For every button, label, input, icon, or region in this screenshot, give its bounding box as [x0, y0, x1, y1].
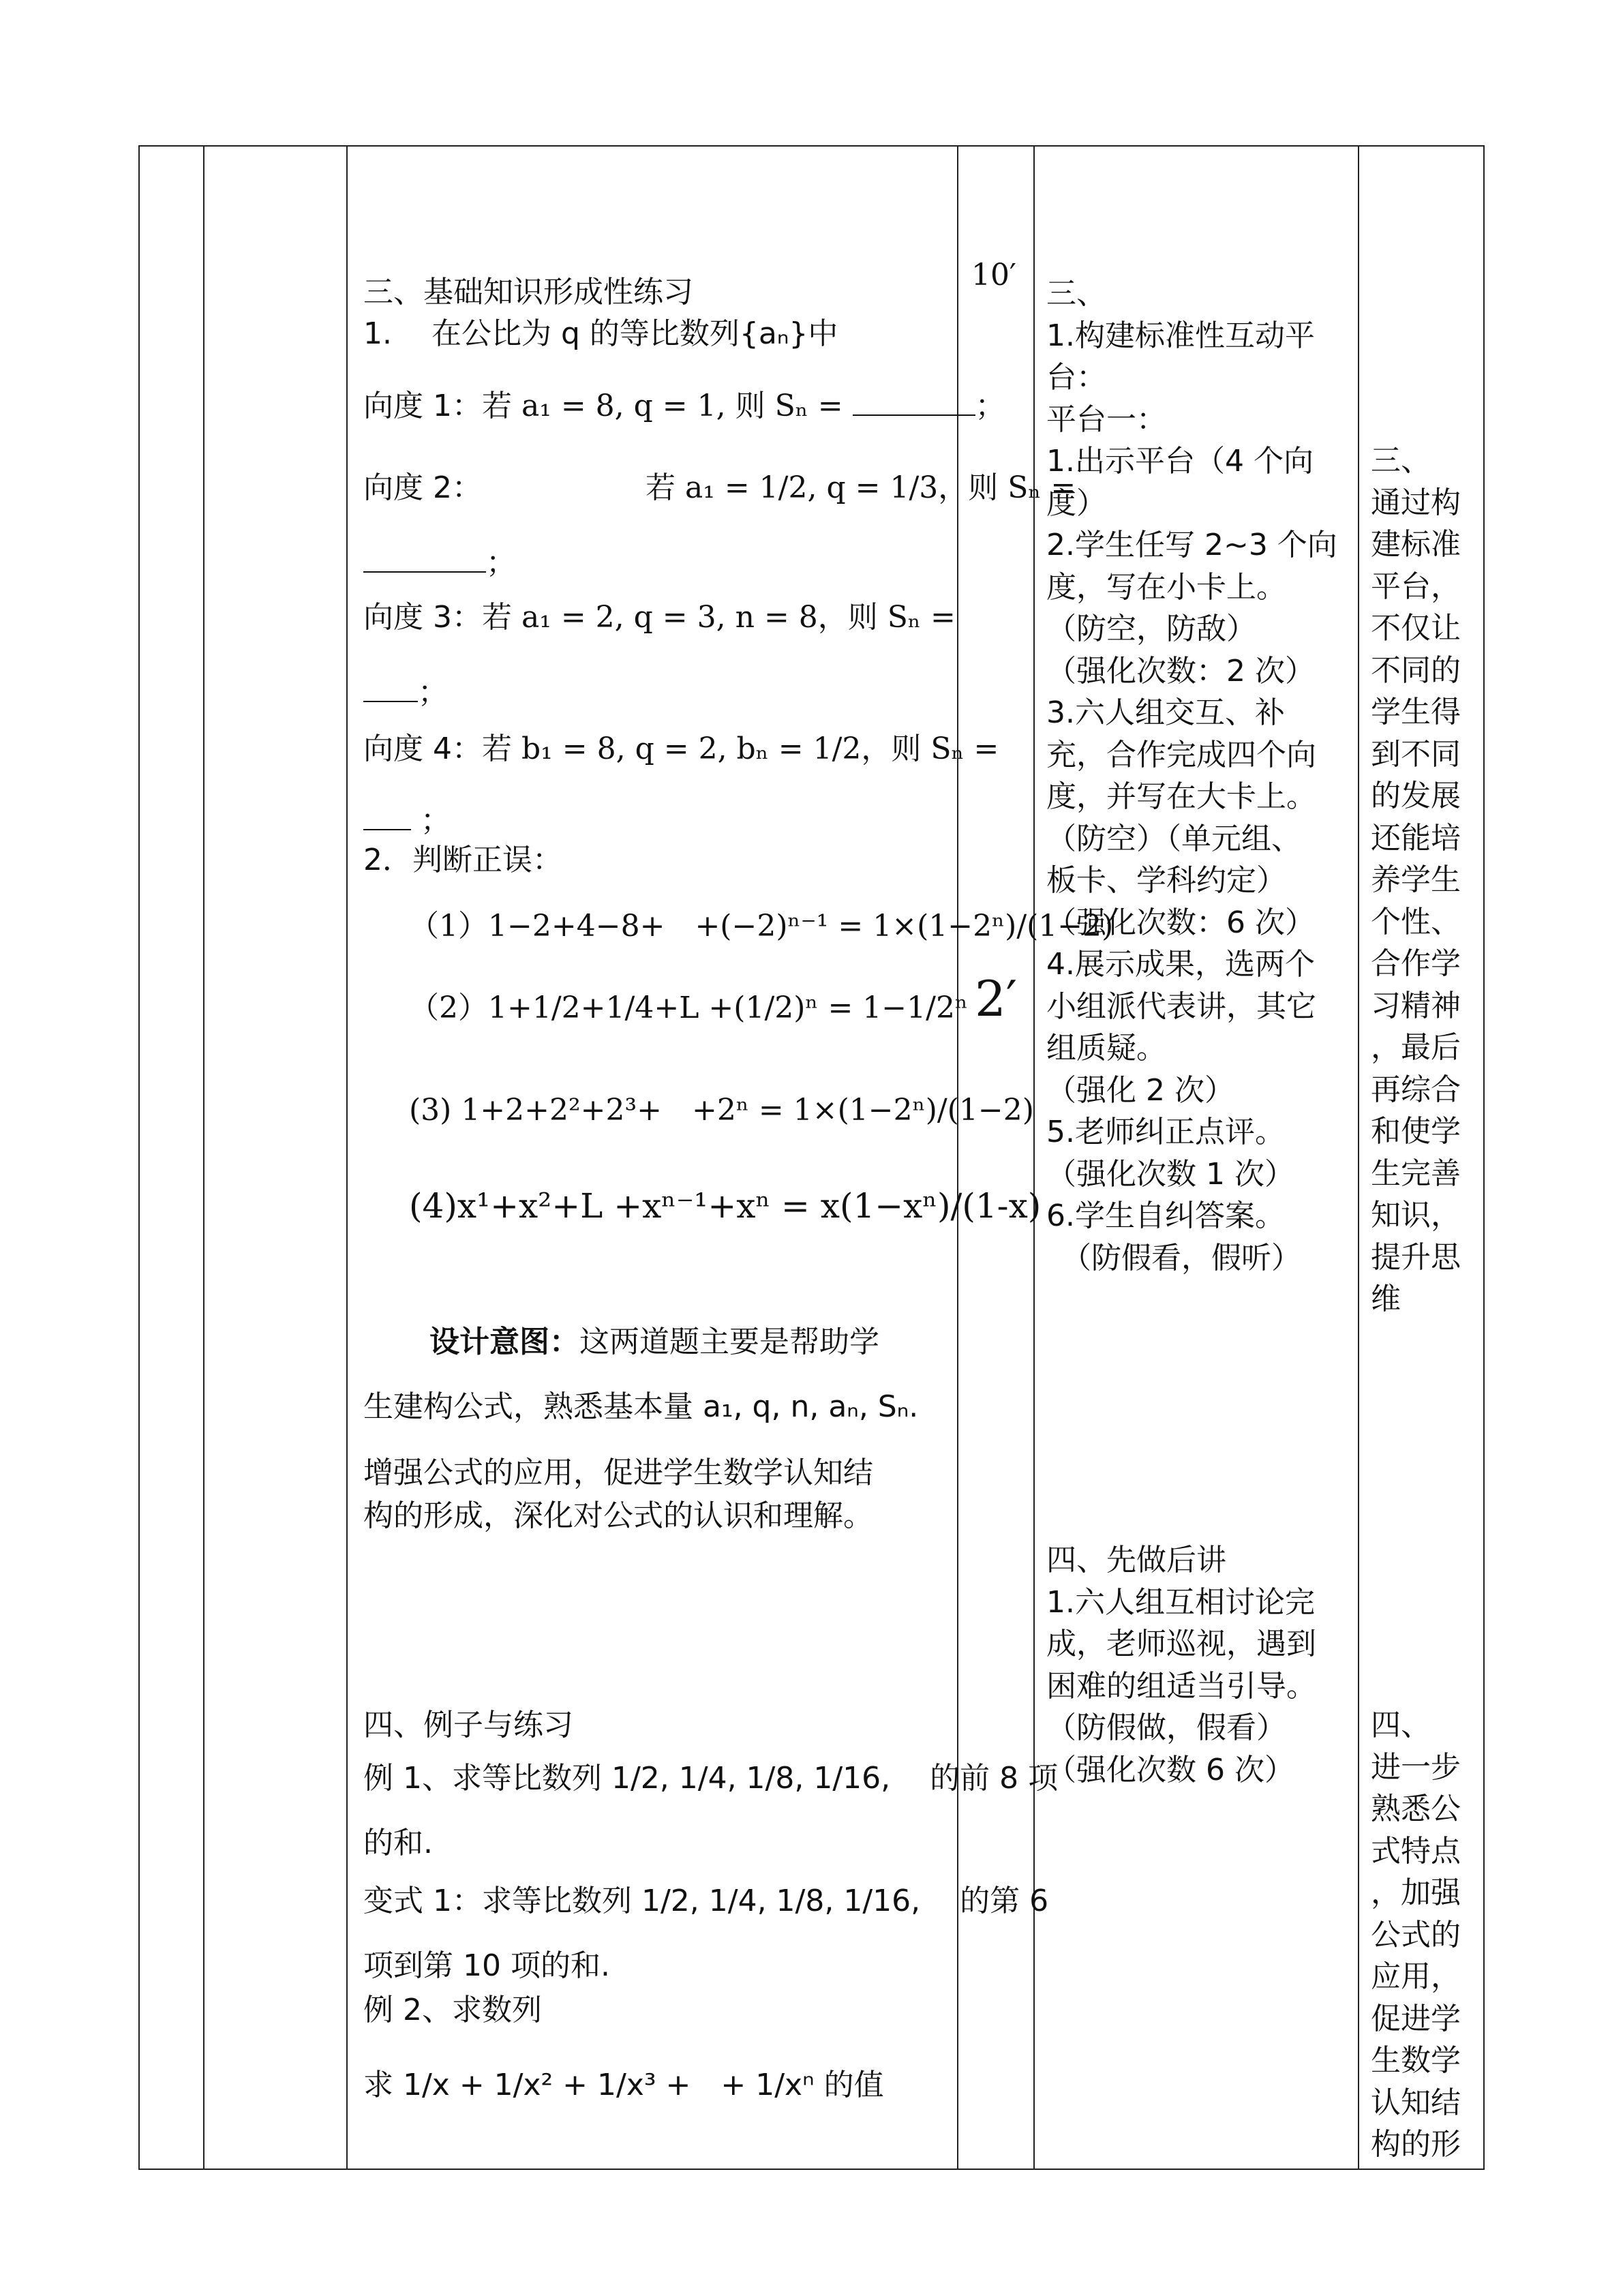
degree1-condition: 若 a₁ = 8, q = 1, 则 Sₙ =: [481, 389, 853, 423]
text-line: 的发展: [1371, 779, 1461, 813]
text-line: 5.老师纠正点评。: [1046, 1115, 1285, 1149]
text-line: ，最后: [1371, 1030, 1461, 1065]
text-line: 通过构: [1371, 485, 1461, 520]
question1-degree1: 向度 1：若 a₁ = 8, q = 1, 则 Sₙ = ；: [363, 389, 1005, 423]
question1-intro: 1. 在公比为 q 的等比数列{aₙ}中: [363, 316, 838, 351]
text-line: 到不同: [1371, 736, 1461, 772]
text-line: 四、: [1371, 1708, 1431, 1742]
text-line: 三、: [1371, 443, 1431, 478]
text-line: 生数学: [1371, 2043, 1461, 2078]
text-line: 养学生: [1371, 862, 1461, 897]
answer-blank: [853, 391, 975, 416]
design-intent-line4: 构的形成，深化对公式的认识和理解。: [363, 1498, 873, 1533]
text-line: 2.学生任写 2~3 个向: [1046, 528, 1337, 562]
intent-column-block2: [1371, 1704, 1461, 2166]
design-intent-line3: 增强公式的应用，促进学生数学认知结: [363, 1455, 873, 1490]
text-line: 板卡、学科约定）: [1046, 863, 1286, 898]
text-line: 度，并写在大卡上。: [1046, 779, 1316, 814]
intent-column-block1: [1371, 440, 1461, 1320]
text-line: （强化 2 次）: [1046, 1072, 1234, 1108]
text-line: 不仅让: [1371, 611, 1461, 646]
text-line: 式特点: [1371, 1833, 1461, 1869]
text-line: 构的形: [1371, 2127, 1461, 2162]
text-line: 提升思: [1371, 1239, 1461, 1275]
text-line: （强化次数 1 次）: [1046, 1156, 1294, 1192]
degree3-label: 向度 3：: [363, 600, 482, 635]
statement-2: （2）1+1/2+1/4+L +(1/2)ⁿ = 1−1/2ⁿ: [409, 991, 969, 1025]
text-line: （强化次数 6 次）: [1046, 1752, 1294, 1787]
text-line: 平台，: [1371, 569, 1461, 604]
degree1-label: 向度 1：: [363, 389, 482, 423]
text-line: 不同的: [1371, 652, 1461, 688]
text-line: 生完善: [1371, 1155, 1461, 1191]
degree2-condition: 若 a₁ = 1/2, q = 1/3，则 Sₙ =: [645, 470, 1076, 505]
column-divider: [1358, 147, 1359, 2169]
section4-title: 四、例子与练习: [363, 1708, 573, 1742]
text-line: 四、先做后讲: [1046, 1543, 1226, 1577]
text-line: 度）: [1046, 485, 1106, 521]
text-line: 1.出示平台（4 个向: [1046, 444, 1314, 479]
answer-blank-line: ；: [363, 801, 451, 841]
text-line: 1.六人组互相讨论完: [1046, 1584, 1315, 1620]
text-line: 度，写在小卡上。: [1046, 569, 1286, 605]
variant1: 变式 1：求等比数列 1/2, 1/4, 1/8, 1/16, 的第 6: [363, 1884, 1049, 1918]
column-divider: [957, 147, 958, 2169]
example1: 例 1、求等比数列 1/2, 1/4, 1/8, 1/16, 的前 8 项: [363, 1761, 1059, 1796]
activity-column-block1: [1046, 273, 1337, 1279]
text-line: ，加强: [1371, 1875, 1461, 1910]
activity-column-block2: [1046, 1539, 1316, 1791]
text-line: 困难的组适当引导。: [1046, 1668, 1316, 1704]
time-marker-10: 10′: [971, 258, 1016, 292]
statement-3: (3) 1+2+2²+2³+ +2ⁿ = 1×(1−2ⁿ)/(1−2): [409, 1093, 1034, 1128]
text-line: 和使学: [1371, 1114, 1461, 1149]
text-line: 认知结: [1371, 2085, 1461, 2120]
answer-blank: [363, 548, 486, 573]
text-line: （防空）（单元组、: [1046, 821, 1301, 856]
column-divider: [203, 147, 204, 2169]
text-line: 成，老师巡视，遇到: [1046, 1627, 1316, 1661]
text-line: 3.六人组交互、补: [1046, 695, 1285, 730]
time-marker-2: 2′: [975, 970, 1018, 1027]
text-line: 应用，: [1371, 1959, 1461, 1994]
text-line: 再综合: [1371, 1072, 1461, 1107]
text-line: 台：: [1046, 360, 1106, 395]
text-line: 平台一：: [1046, 402, 1166, 437]
text-line: 三、: [1046, 276, 1106, 311]
text-line: 促进学: [1371, 2001, 1461, 2036]
text-line: （强化次数：2 次）: [1046, 653, 1315, 689]
question2-title: 2．判断正误：: [363, 843, 562, 877]
section3-title: 三、基础知识形成性练习: [363, 275, 693, 309]
design-intent-label: 设计意图：: [429, 1325, 579, 1359]
statement-4: (4)x¹+x²+L +xⁿ⁻¹+xⁿ = x(1−xⁿ)/(1-x): [409, 1186, 1042, 1226]
column-divider: [346, 147, 348, 2169]
text-line: （防空，防敌）: [1046, 611, 1256, 646]
column-divider: [1033, 147, 1035, 2169]
text-line: 组质疑。: [1046, 1031, 1166, 1066]
answer-blank: [363, 806, 411, 830]
design-intent-line2: 生建构公式，熟悉基本量 a₁, q, n, aₙ, Sₙ.: [363, 1389, 919, 1424]
text-line: 学生得: [1371, 695, 1461, 729]
answer-blank-line: ；: [363, 543, 516, 583]
answer-blank-line: ；: [363, 673, 448, 712]
text-line: （防假做，假看）: [1046, 1710, 1286, 1745]
answer-blank: [363, 678, 418, 702]
text-line: 个性、: [1371, 904, 1461, 939]
text-line: 维: [1371, 1282, 1401, 1316]
text-line: （防假看，假听）: [1046, 1240, 1301, 1275]
text-line: 公式的: [1371, 1917, 1461, 1952]
design-intent-text: 这两道题主要是帮助学: [579, 1325, 879, 1359]
question1-degree3: [363, 598, 956, 637]
degree3-condition: 若 a₁ = 2, q = 3, n = 8，则 Sₙ =: [481, 600, 956, 635]
text-line: 知识，: [1371, 1198, 1461, 1233]
statement-1: （1）1−2+4−8+ +(−2)ⁿ⁻¹ = 1×(1−2ⁿ)/(1−2): [409, 909, 1114, 943]
text-line: 习精神: [1371, 988, 1461, 1023]
question1-degree4: [363, 729, 999, 769]
text-line: 还能培: [1371, 820, 1461, 856]
example2-expression: 求 1/x + 1/x² + 1/x³ + + 1/xⁿ 的值: [363, 2068, 884, 2102]
text-line: 进一步: [1371, 1749, 1461, 1785]
question1-degree2: [363, 468, 1076, 508]
text-line: 建标准: [1371, 527, 1461, 562]
text-line: 6.学生自纠答案。: [1046, 1198, 1285, 1233]
text-line: 1.构建标准性互动平: [1046, 318, 1315, 353]
degree2-label: 向度 2：: [363, 470, 482, 505]
example1-continued: 的和.: [363, 1826, 433, 1860]
degree4-condition: 若 b₁ = 8, q = 2, bₙ = 1/2，则 Sₙ =: [481, 731, 999, 766]
text-line: 熟悉公: [1371, 1792, 1461, 1826]
example2: 例 2、求数列: [363, 1993, 542, 2027]
text-line: 充，合作完成四个向: [1046, 737, 1316, 772]
design-intent: [429, 1323, 879, 1362]
degree4-label: 向度 4：: [363, 731, 482, 766]
text-line: 合作学: [1371, 946, 1461, 981]
text-line: 4.展示成果，选两个: [1046, 947, 1315, 982]
text-line: 小组派代表讲，其它: [1046, 988, 1316, 1024]
variant1-continued: 项到第 10 项的和.: [363, 1948, 610, 1983]
text-line: （强化次数：6 次）: [1046, 905, 1315, 940]
